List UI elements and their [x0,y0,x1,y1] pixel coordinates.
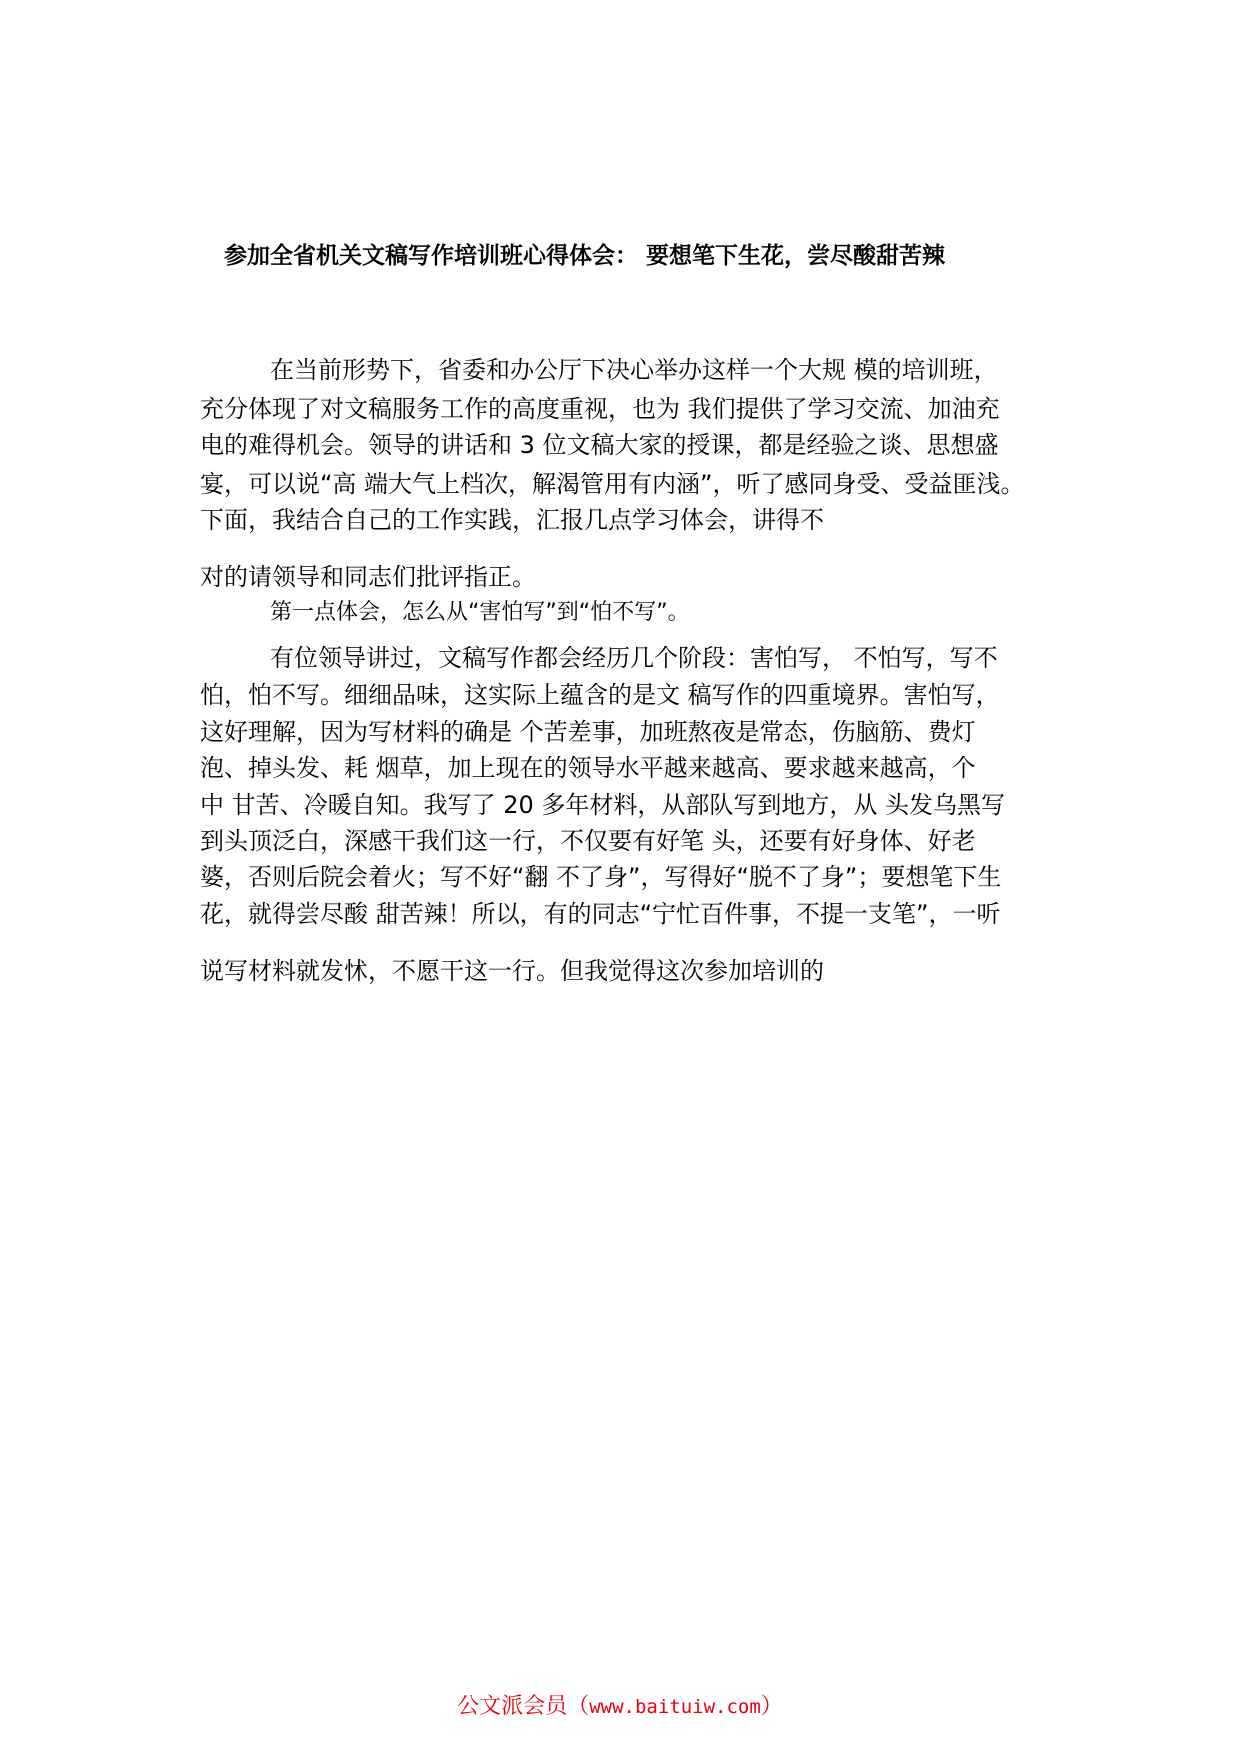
paragraph-2-line-6: 到头顶泛白，深感干我们这一行，不仅要有好笔 头，还要有好身体、好老 [200,827,976,855]
paragraph-2-line-2: 怕，怕不写。细细品味，这实际上蕴含的是文 稿写作的四重境界。害怕写， [200,681,1000,709]
footer-label: 公文派会员（ [457,1694,590,1719]
footer-watermark [0,1692,1240,1722]
paragraph-2-line-9: 说写材料就发怵，不愿干这一行。但我觉得这次参加培训的 [200,957,824,985]
paragraph-1-line-1: 在当前形势下，省委和办公厅下决心举办这样一个大规 模的培训班， [270,356,998,384]
section-heading-1: 第一点体会，怎么从“害怕写”到“怕不写”。 [270,600,690,625]
paragraph-2-line-7: 婆，否则后院会着火；写不好“翻 不了身”，写得好“脱不了身”；要想笔下生 [200,863,1002,891]
paragraph-1-line-5: 下面，我结合自己的工作实践，汇报几点学习体会，讲得不 [200,506,824,534]
paragraph-1-line-2: 充分体现了对文稿服务工作的高度重视，也为 我们提供了学习交流、加油充 [200,395,1000,423]
paragraph-1-line-4: 宴，可以说“高 端大气上档次，解渴管用有内涵”，听了感同身受、受益匪浅。 [200,470,1025,498]
footer-close: ） [760,1694,783,1719]
paragraph-2-line-4: 泡、掉头发、耗 烟草，加上现在的领导水平越来越高、要求越来越高，个 [200,754,976,782]
paragraph-2-line-8: 花，就得尝尽酸 甜苦辣！所以，有的同志“宁忙百件事，不提一支笔”，一听 [200,900,1001,928]
footer-url-link[interactable]: www.baituiw.com [589,1696,761,1718]
paragraph-2-line-3: 这好理解，因为写材料的确是 个苦差事，加班熬夜是常态，伤脑筋、费灯 [200,718,976,746]
paragraph-2-line-1: 有位领导讲过，文稿写作都会经历几个阶段：害怕写， 不怕写，写不 [270,644,998,672]
paragraph-1-line-3: 电的难得机会。领导的讲话和 3 位文稿大家的授课，都是经验之谈、思想盛 [200,431,999,459]
paragraph-2-line-5: 中 甘苦、冷暖自知。我写了 20 多年材料，从部队写到地方，从 头发乌黑写 [200,791,1006,819]
paragraph-1-line-6: 对的请领导和同志们批评指正。 [200,563,536,591]
document-title: 参加全省机关文稿写作培训班心得体会： 要想笔下生花，尝尽酸甜苦辣 [224,243,946,269]
